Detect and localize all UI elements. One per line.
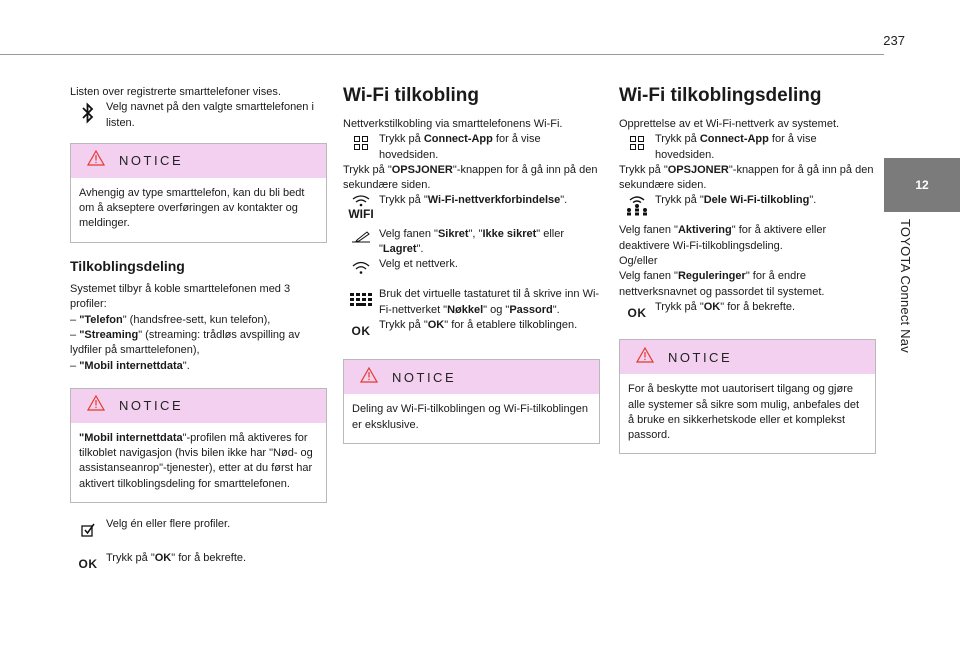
paragraph: Nettverkstilkobling via smarttelefonens Wi-Fi.	[343, 118, 563, 130]
paragraph: Listen over registrerte smarttelefoner vises.	[70, 86, 281, 98]
notice-title: NOTICE	[119, 153, 184, 169]
text: " for å endre nettverksnavnet og passordet til systemet.	[619, 270, 825, 298]
paragraph	[343, 163, 600, 194]
section-title: Wi-Fi tilkobling	[343, 85, 479, 106]
bold-text: Sikret	[437, 227, 469, 240]
step-connect-app	[619, 132, 876, 163]
notice-body: For å beskytte mot uautorisert tilgang og gjøre alle systemer så sikre som mulig, anbefales det å bruke en sikkerhetskode eller et komplekst passord.	[628, 383, 860, 442]
bold-text: Wi-Fi-nettverkforbindelse	[427, 194, 561, 207]
notice-box	[619, 339, 876, 454]
warning-triangle-icon	[87, 150, 105, 171]
bold-text: OK	[154, 552, 172, 565]
section-title: Wi-Fi tilkoblingsdeling	[619, 85, 822, 106]
bold-text: Ikke sikret	[482, 227, 537, 240]
bold-text: "Mobil internettdata	[79, 359, 183, 372]
app-grid-icon	[619, 132, 655, 150]
text: "-profilen må aktiveres for tilkoblet navigasjon (hvis bilen ikke har "Nød- og assistanseanrop"-tjenester), etter at du først har aktivert tilkoblingsdeling for smarttelefonen.	[79, 431, 313, 490]
paragraph: Opprettelse av et Wi-Fi-nettverk av systemet.	[619, 118, 840, 130]
ok-label: OK	[351, 323, 371, 338]
header-rule	[0, 54, 884, 55]
ok-label: OK	[78, 557, 98, 572]
text: ".	[552, 303, 560, 316]
bold-text: "Telefon	[79, 313, 123, 326]
bold-text: Nøkkel	[447, 303, 484, 316]
paragraph: Systemet tilbyr å koble smarttelefonen med 3 profiler:	[70, 283, 291, 311]
step-text: Velg navnet på den valgte smarttelefonen i listen.	[106, 101, 314, 129]
text: " for å bekrefte.	[171, 552, 247, 565]
text: " for å etablere tilkoblingen.	[444, 318, 578, 331]
text: ".	[416, 243, 424, 256]
step-select-profiles	[70, 517, 327, 537]
text: " (streaming: trådløs avspilling av lydfiler på smarttelefonen),	[70, 328, 300, 357]
notice-header	[344, 360, 599, 394]
notice-body: Deling av Wi-Fi-tilkoblingen og Wi-Fi-tilkoblingen er eksklusive.	[352, 403, 588, 431]
chapter-number: 12	[915, 178, 929, 192]
bold-text: OPSJONER	[391, 163, 453, 176]
notice-header	[620, 340, 875, 374]
keyboard-icon	[343, 287, 379, 307]
bold-text: Connect-App	[699, 133, 769, 146]
text: Trykk på "	[343, 163, 392, 176]
text: Trykk på "	[619, 163, 668, 176]
column-1	[70, 85, 327, 572]
text: "-knappen for å gå inn på den sekundære siden.	[619, 163, 874, 192]
notice-header	[71, 389, 326, 423]
step-connect-app	[343, 132, 600, 163]
step-text: Velg én eller flere profiler.	[106, 518, 231, 531]
bold-text: Lagret	[382, 243, 417, 256]
bold-text: Reguleringer	[677, 270, 746, 283]
text: for å vise hovedsiden.	[379, 133, 541, 161]
section-heading: Tilkoblingsdeling	[70, 257, 185, 274]
text: Velg fanen "	[619, 224, 678, 237]
step-confirm	[343, 318, 600, 339]
step-text	[655, 132, 876, 163]
notice-box	[70, 388, 327, 503]
chapter-tab[interactable]	[884, 158, 960, 212]
dash: –	[70, 313, 77, 326]
text: " og "	[483, 303, 510, 316]
text: Trykk på "	[379, 194, 428, 207]
text: " for å aktivere eller deaktivere Wi-Fi-tilkoblingsdeling.	[619, 224, 827, 252]
text: ".	[560, 194, 568, 207]
warning-triangle-icon	[636, 347, 654, 368]
column-2	[343, 85, 600, 456]
step-share-wifi	[619, 193, 876, 217]
chapter-title: TOYOTA Connect Nav	[898, 219, 913, 353]
text: Bruk det virtuelle tastaturet til å skrive inn Wi-Fi-nettverket "	[379, 288, 600, 316]
bold-text: Dele Wi-Fi-tilkobling	[703, 194, 810, 207]
paragraph	[619, 223, 876, 254]
step-keyboard	[343, 287, 600, 318]
text: " eller "	[379, 227, 565, 256]
bold-text: "Mobil internettdata	[79, 431, 183, 444]
step-confirm	[70, 551, 327, 572]
wifi-icon	[343, 257, 379, 275]
text: " for å bekrefte.	[720, 300, 796, 313]
dash: –	[70, 328, 77, 341]
text: Trykk på	[379, 133, 424, 146]
paragraph	[619, 163, 876, 194]
bold-text: "Streaming	[79, 328, 139, 341]
notice-title: NOTICE	[392, 369, 457, 385]
text: Trykk på "	[379, 318, 428, 331]
text: " (handsfree-sett, kun telefon),	[122, 313, 271, 326]
dash: –	[70, 359, 77, 372]
notice-body	[71, 423, 326, 502]
text: Velg fanen "	[379, 227, 438, 240]
wifi-share-icon	[619, 193, 655, 217]
bold-text: Aktivering	[677, 224, 732, 237]
step-text	[379, 227, 600, 258]
list-item	[70, 313, 327, 328]
bold-text: Passord	[509, 303, 553, 316]
text: ", "	[468, 227, 483, 240]
step-text	[655, 300, 795, 315]
text: Trykk på "	[106, 552, 155, 565]
step-text: Velg et nettverk.	[379, 258, 458, 271]
text: Velg fanen "	[619, 270, 678, 283]
bluetooth-icon	[70, 100, 106, 124]
page-number: 237	[883, 33, 905, 48]
warning-triangle-icon	[87, 395, 105, 416]
text: "-knappen for å gå inn på den sekundære siden.	[343, 163, 598, 192]
step-select-tab	[343, 227, 600, 258]
ok-label: OK	[627, 305, 647, 320]
step-text	[106, 551, 246, 566]
notice-title: NOTICE	[668, 349, 733, 365]
bold-text: OPSJONER	[667, 163, 729, 176]
text: Trykk på "	[655, 300, 704, 313]
step-text	[379, 287, 600, 318]
bold-text: OK	[427, 318, 445, 331]
text: Trykk på	[655, 133, 700, 146]
notice-box	[343, 359, 600, 444]
text: for å vise hovedsiden.	[655, 133, 817, 161]
step-text	[379, 132, 600, 163]
edit-checkbox-icon	[70, 517, 106, 537]
paragraph	[619, 269, 876, 300]
warning-triangle-icon	[360, 367, 378, 388]
text: Trykk på "	[655, 194, 704, 207]
wifi-icon	[343, 193, 379, 222]
list-item	[70, 359, 327, 374]
step-text	[655, 193, 816, 208]
notice-box	[70, 143, 327, 243]
bold-text: Connect-App	[423, 133, 493, 146]
pencil-icon	[343, 227, 379, 243]
text: ".	[809, 194, 817, 207]
step-select-network	[343, 257, 600, 275]
step-wifi-connection	[343, 193, 600, 222]
app-grid-icon	[343, 132, 379, 150]
notice-body: Avhengig av type smarttelefon, kan du bli bedt om å akseptere overføringen av kontakter og meldinger.	[79, 186, 305, 230]
list-item	[70, 328, 327, 359]
notice-title: NOTICE	[119, 398, 184, 414]
step-text	[379, 318, 577, 333]
paragraph: Og/eller	[619, 255, 658, 268]
bold-text: OK	[703, 300, 721, 313]
column-3	[619, 85, 876, 466]
step-text	[379, 193, 567, 208]
notice-header	[71, 144, 326, 178]
text: ".	[182, 359, 190, 372]
step-confirm	[619, 300, 876, 321]
wifi-label: WIFI	[348, 207, 374, 222]
step-bluetooth	[70, 100, 327, 131]
